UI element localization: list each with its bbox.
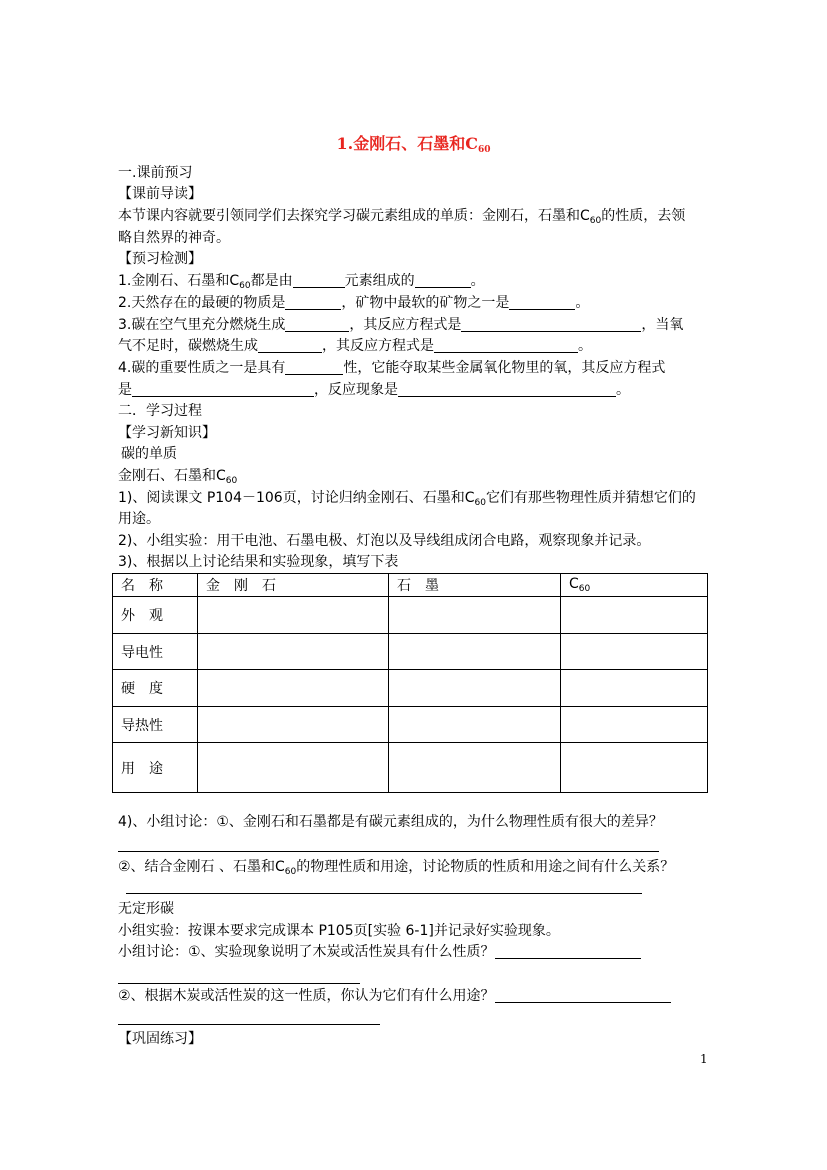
table-cell[interactable] <box>561 634 708 670</box>
header-graphite: 石 墨 <box>389 574 561 597</box>
answer-line[interactable] <box>118 983 360 984</box>
table-cell[interactable] <box>198 707 389 743</box>
table-cell[interactable] <box>389 670 561 707</box>
properties-table <box>112 573 708 793</box>
table-cell[interactable] <box>561 707 708 743</box>
check-heading: 【预习检测】 <box>118 251 202 267</box>
answer-line[interactable] <box>126 893 642 894</box>
table-row <box>113 707 708 743</box>
answer-blank[interactable] <box>293 273 345 288</box>
guide-heading: 【课前导读】 <box>118 186 202 202</box>
question-1: 1.金刚石、石墨和$C_{60}$都是由 元素组成的 。 <box>118 273 485 291</box>
question-3-line2: 气不足时，碳燃烧生成 ，其反应方程式是 。 <box>118 338 592 354</box>
table-cell[interactable] <box>198 670 389 707</box>
table-cell[interactable] <box>389 634 561 670</box>
table-cell[interactable] <box>561 743 708 793</box>
table-cell[interactable] <box>561 670 708 707</box>
answer-blank[interactable] <box>415 273 471 288</box>
table-cell[interactable] <box>561 597 708 634</box>
table-cell[interactable] <box>389 597 561 634</box>
group-experiment: 小组实验：按课本要求完成课本 P105页[实验 6-1]并记录好实验现象。 <box>118 923 560 939</box>
question-3-line1: 3.碳在空气里充分燃烧生成 ，其反应方程式是 ，当氧 <box>118 317 684 333</box>
answer-blank[interactable] <box>285 317 349 332</box>
step-4b: ②、结合金刚石 、石墨和$C_{60}$的物理性质和用途，讨论物质的性质和用途之间有什么关系？ <box>118 859 675 877</box>
subtopic-heading: 金刚石、石墨和$C_{60}$ <box>118 468 238 486</box>
answer-line[interactable] <box>118 851 659 852</box>
answer-blank[interactable] <box>509 295 575 310</box>
row-label: 导电性 <box>113 634 198 670</box>
header-c60: $C_{60}$ <box>561 574 708 597</box>
answer-blank[interactable] <box>285 360 343 375</box>
question-4-line1: 4.碳的重要性质之一是具有 性，它能夺取某些金属氧化物里的氧，其反应方程式 <box>118 360 666 376</box>
answer-blank[interactable] <box>495 988 671 1003</box>
answer-blank[interactable] <box>461 317 641 332</box>
step-2: 2)、小组实验：用干电池、石墨电极、灯泡以及导线组成闭合电路，观察现象并记录。 <box>118 533 651 549</box>
document-title: 1.金刚石、石墨和$C_{60}$ <box>336 134 491 155</box>
row-label: 导热性 <box>113 707 198 743</box>
guide-text-line2: 略自然界的神奇。 <box>118 230 230 246</box>
section-preview-heading: 一.课前预习 <box>118 165 193 181</box>
header-name: 名 称 <box>113 574 198 597</box>
step-1-line1: 1)、阅读课文 P104－106页，讨论归纳金刚石、石墨和$C_{60}$它们有那些物理性质并猜想它们的 <box>118 490 696 508</box>
carbon-elements-heading: 碳的单质 <box>121 446 177 462</box>
group-discussion-1: 小组讨论：①、实验现象说明了木炭或活性炭具有什么性质？ <box>118 942 641 962</box>
answer-line[interactable] <box>118 1024 380 1025</box>
row-label: 外 观 <box>113 597 198 634</box>
section-process-heading: 二．学习过程 <box>118 403 202 419</box>
page-number: 1 <box>700 1052 708 1066</box>
step-4: 4)、小组讨论：①、金刚石和石墨都是有碳元素组成的，为什么物理性质有很大的差异？ <box>118 814 663 830</box>
table-row <box>113 634 708 670</box>
table-cell[interactable] <box>389 743 561 793</box>
table-row <box>113 597 708 634</box>
step-3: 3)、根据以上讨论结果和实验现象，填写下表 <box>118 554 399 570</box>
table-cell[interactable] <box>198 743 389 793</box>
row-label: 硬 度 <box>113 670 198 707</box>
table-cell[interactable] <box>198 634 389 670</box>
group-discussion-2: ②、根据木炭或活性炭的这一性质，你认为它们有什么用途？ <box>118 986 671 1006</box>
answer-blank[interactable] <box>495 944 641 959</box>
row-label: 用 途 <box>113 743 198 793</box>
answer-blank[interactable] <box>132 382 314 397</box>
answer-blank[interactable] <box>398 382 616 397</box>
step-1-line2: 用途。 <box>118 511 160 527</box>
header-diamond: 金 刚 石 <box>198 574 389 597</box>
amorphous-carbon-heading: 无定形碳 <box>118 901 174 917</box>
table-cell[interactable] <box>389 707 561 743</box>
answer-blank[interactable] <box>258 338 322 353</box>
guide-text-line1: 本节课内容就要引领同学们去探究学习碳元素组成的单质：金刚石，石墨和$C_{60}$的性质，去领 <box>118 208 686 226</box>
answer-blank[interactable] <box>434 338 578 353</box>
table-header-row <box>113 574 708 597</box>
table-cell[interactable] <box>198 597 389 634</box>
practice-heading: 【巩固练习】 <box>118 1031 202 1047</box>
table-row <box>113 743 708 793</box>
new-knowledge-heading: 【学习新知识】 <box>118 425 216 441</box>
question-4-line2: 是 ，反应现象是 。 <box>118 382 630 398</box>
table-row <box>113 670 708 707</box>
question-2: 2.天然存在的最硬的物质是 ，矿物中最软的矿物之一是 。 <box>118 295 590 311</box>
answer-blank[interactable] <box>285 295 341 310</box>
